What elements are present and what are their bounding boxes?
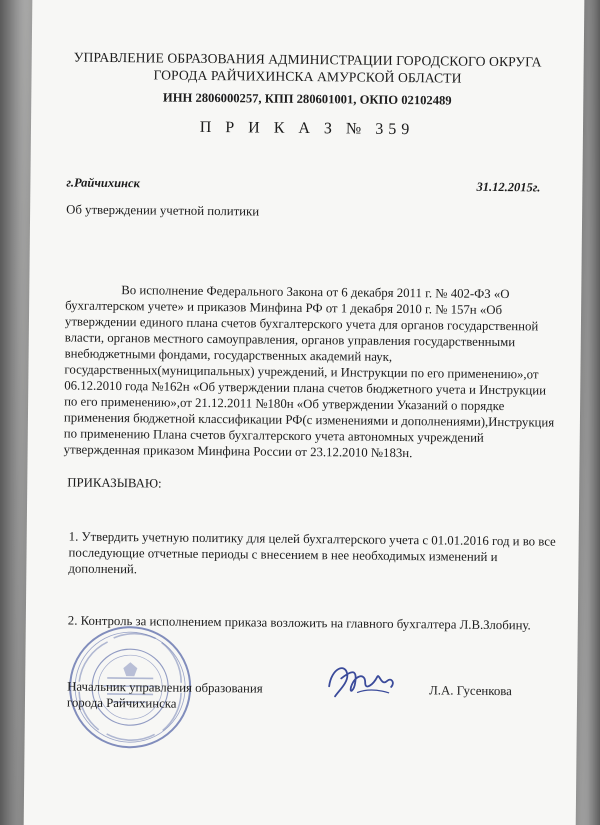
place: г.Райчихинск bbox=[66, 175, 140, 191]
preamble-line: 06.12.2010 года №162н «Об утверждении плана счетов бюджетного учета и Инструкции bbox=[64, 378, 547, 398]
item-line: последующие отчетные периоды с внесением в нее необходимых изменений и bbox=[68, 545, 498, 565]
signer-name: Л.А. Гусенкова bbox=[429, 683, 512, 699]
signatory-position-line-1: Начальник управления образования bbox=[67, 679, 263, 696]
preamble-line: по применению Плана счетов бухгалтерского учета автономных учреждений bbox=[63, 426, 484, 445]
document-date: 31.12.2015г. bbox=[476, 179, 541, 195]
handwritten-signature bbox=[321, 656, 402, 707]
subject: Об утверждении учетной политики bbox=[66, 202, 260, 219]
document-sheet bbox=[23, 0, 584, 825]
preamble-line: внебюджетными фондами, государственных академий наук, bbox=[64, 346, 393, 364]
preamble-line: государственных(муниципальных) учреждений, и Инструкции по его применению»,от bbox=[64, 362, 539, 382]
item-line: дополнений. bbox=[68, 561, 138, 577]
document-title: П Р И К А З № 359 bbox=[199, 118, 415, 139]
org-name-line-2: ГОРОДА РАЙЧИХИНСКА АМУРСКОЙ ОБЛАСТИ bbox=[153, 67, 462, 86]
preamble-line: власти, органов местного самоуправления, органов управления государственными bbox=[64, 330, 516, 350]
preamble-line: утвержденная приказом Минфина России от 23.12.2010 №183н. bbox=[63, 442, 413, 461]
order-item-2: 2. Контроль за исполнением приказа возложить на главного бухгалтера Л.В.Злобину. bbox=[67, 613, 531, 633]
requisites: ИНН 2806000257, КПП 280601001, ОКПО 02102489 bbox=[162, 90, 452, 108]
preamble-line: применения бюджетной классификации РФ(с изменениями и дополнениями),Инструкция bbox=[63, 410, 555, 430]
preamble-line: бухгалтерском учете» и приказов Минфина РФ от 1 декабря 2010 г. № 157н «Об bbox=[65, 298, 503, 318]
preamble-line: по его применению»,от 21.12.2011 №180н «Об утверждении Указаний о порядке bbox=[64, 394, 505, 414]
org-name-line-1: УПРАВЛЕНИЕ ОБРАЗОВАНИЯ АДМИНИСТРАЦИИ ГОРОДСКОГО ОКРУГА bbox=[73, 49, 542, 70]
item-line: 1. Утвердить учетную политику для целей бухгалтерского учета с 01.01.2016 год и во все bbox=[68, 529, 556, 549]
preamble-line: Во исполнение Федерального Закона от 6 декабря 2011 г. № 402-ФЗ «О bbox=[121, 283, 510, 302]
signatory-position-line-2: города Райчихинска bbox=[66, 695, 177, 711]
preamble-line: утверждении единого плана счетов бухгалтерского учета для органов государственной bbox=[64, 314, 539, 334]
order-word: ПРИКАЗЫВАЮ: bbox=[67, 475, 162, 491]
